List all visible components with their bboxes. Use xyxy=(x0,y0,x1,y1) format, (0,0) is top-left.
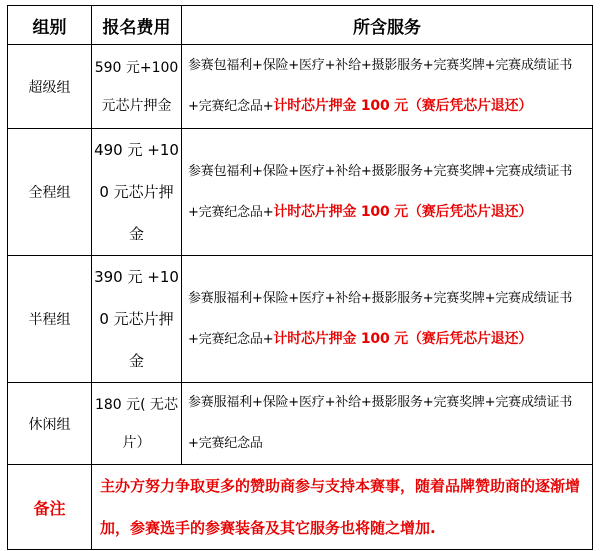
row-group: 休闲组 xyxy=(8,383,92,465)
service-deposit-text: 计时芯片押金 100 元（赛后凭芯片退还） xyxy=(273,330,533,347)
note-text: 主办方努力争取更多的赞助商参与支持本赛事，随着品牌赞助商的逐渐增加，参赛选手的参赛装备及其它服务也将随之增加. xyxy=(92,465,593,550)
table-row xyxy=(8,129,593,256)
service-text: 参赛服福利+保险+医疗+补给+摄影服务+完赛奖牌+完赛成绩证书+完赛纪念品 xyxy=(188,395,573,451)
row-group: 半程组 xyxy=(8,256,92,383)
row-fee: 490 元 +100 元芯片押金 xyxy=(92,129,182,256)
table-header-row xyxy=(8,6,593,45)
row-fee: 390 元 +100 元芯片押金 xyxy=(92,256,182,383)
service-text: 参赛包福利+保险+医疗+补给+摄影服务+完赛奖牌+完赛成绩证书+完赛纪念品+ xyxy=(188,163,573,220)
header-fee: 报名费用 xyxy=(92,6,182,45)
table-row xyxy=(8,45,593,129)
table-row xyxy=(8,256,593,383)
header-group: 组别 xyxy=(8,6,92,45)
note-row xyxy=(8,465,593,550)
registration-fee-table xyxy=(7,5,593,550)
table-row xyxy=(8,383,593,465)
row-service xyxy=(182,45,593,129)
note-label: 备注 xyxy=(8,465,92,550)
row-group: 超级组 xyxy=(8,45,92,129)
service-deposit-text: 计时芯片押金 100 元（赛后凭芯片退还） xyxy=(273,98,533,114)
row-service xyxy=(182,129,593,256)
row-service xyxy=(182,383,593,465)
service-text: 参赛包福利+保险+医疗+补给+摄影服务+完赛奖牌+完赛成绩证书+完赛纪念品+ xyxy=(188,58,573,114)
row-group: 全程组 xyxy=(8,129,92,256)
row-service xyxy=(182,256,593,383)
service-deposit-text: 计时芯片押金 100 元（赛后凭芯片退还） xyxy=(273,203,533,220)
service-text: 参赛服福利+保险+医疗+补给+摄影服务+完赛奖牌+完赛成绩证书+完赛纪念品+ xyxy=(188,290,573,347)
header-service: 所含服务 xyxy=(182,6,593,45)
row-fee: 180 元( 无芯片） xyxy=(92,383,182,465)
row-fee: 590 元+100 元芯片押金 xyxy=(92,45,182,129)
